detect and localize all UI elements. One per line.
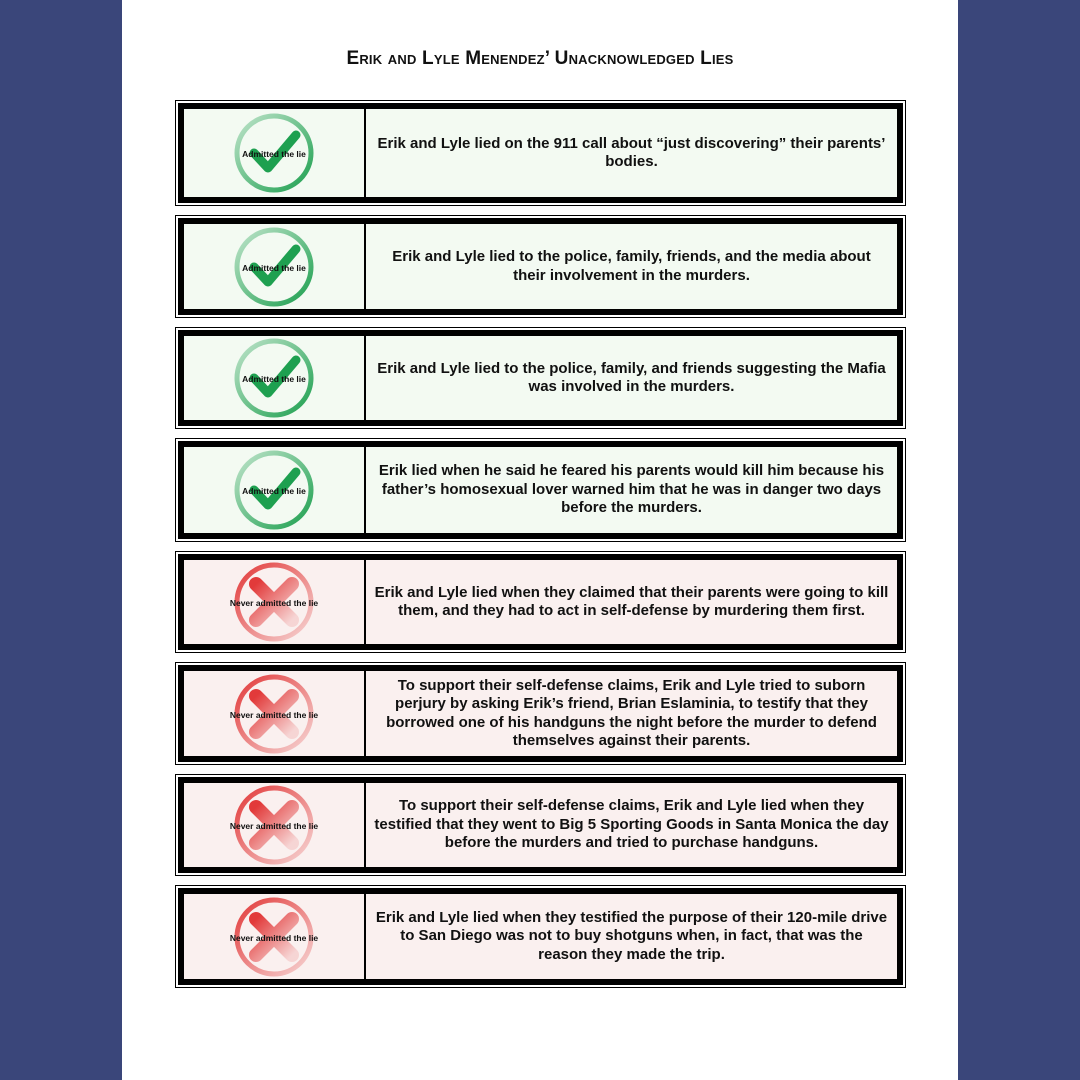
never-admitted-badge [229,897,319,977]
badge-cell [184,109,366,197]
lie-row [175,438,906,542]
page-title: Erik and Lyle Menendez’ Unacknowledged Lies [346,48,734,69]
lie-row [175,885,906,988]
lie-text: Erik and Lyle lied on the 911 call about “just discovering” their parents’ bodies. [377,134,886,170]
lie-row [175,662,906,765]
admitted-badge [234,227,314,307]
badge-label: Admitted the lie [242,149,306,159]
lie-text: To support their self-defense claims, Erik and Lyle tried to suborn perjury by asking Erik’s friend, Brian Eslaminia, to testify that they borrowed one of his handguns the night before the murder to defend themselves against their parents. [386,676,877,749]
never-admitted-badge [229,674,319,754]
badge-cell [184,783,366,867]
lie-row [175,327,906,429]
badge-cell [184,671,366,756]
badge-label: Never admitted the lie [229,709,319,720]
admitted-badge [234,450,314,530]
lie-text: Erik and Lyle lied when they claimed that their parents were going to kill them, and they had to act in self-defense by murdering them first. [374,583,889,619]
lie-text: Erik and Lyle lied to the police, family, friends, and the media about their involvement in the murders. [392,248,871,284]
lie-text: Erik and Lyle lied to the police, family, and friends suggesting the Mafia was involved in the murders. [377,359,886,395]
badge-label: Admitted the lie [242,262,306,273]
document-page [122,0,958,1080]
badge-label: Never admitted the lie [229,598,319,608]
lie-row [175,215,906,318]
admitted-badge [234,113,314,193]
badge-label: Never admitted the lie [229,932,319,943]
lie-text: Erik lied when he said he feared his parents would kill him because his father’s homosexual lover warned him that he was in danger two days before the murders. [378,462,885,517]
badge-label: Admitted the lie [242,374,306,384]
badge-cell [184,336,366,420]
lie-row [175,774,906,876]
badge-label: Admitted the lie [242,486,306,496]
badge-cell [184,224,366,309]
lie-row [175,551,906,653]
badge-cell [184,560,366,644]
lies-list [175,100,906,988]
lie-text: To support their self-defense claims, Erik and Lyle lied when they testified that they went to Big 5 Sporting Goods in Santa Monica the day before the murders and tried to purchase handguns. [374,797,889,852]
lie-text: Erik and Lyle lied when they testified the purpose of their 120-mile drive to San Diego was not to buy shotguns when, in fact, that was the reason they made the trip. [375,908,888,963]
admitted-badge [234,338,314,418]
badge-label: Never admitted the lie [229,821,319,831]
lie-row [175,100,906,206]
badge-cell [184,894,366,979]
never-admitted-badge [229,785,319,865]
badge-cell [184,447,366,533]
never-admitted-badge [229,562,319,642]
